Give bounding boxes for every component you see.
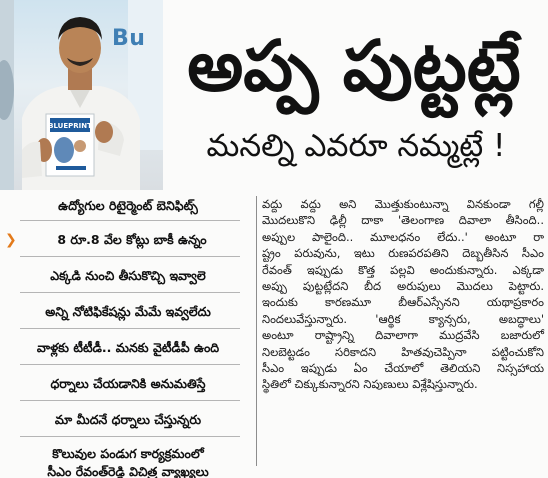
divider: [20, 436, 240, 437]
news-photo: [0, 0, 163, 190]
divider: [20, 220, 240, 221]
body-line: ష్ట్రం పరువును, ఇటు రుణపరపతిని దెబ్బతీసిన సీఎం: [262, 246, 544, 261]
body-line: నిలబెట్టడం సరికాదని హితవుచెప్పినా పట్టించుకోని: [262, 344, 544, 359]
body-line: అంటూ రాష్ట్రాన్ని దివాలాగా ముద్రవేసి బజారులో: [262, 328, 544, 343]
quote-line: 8 రూ.8 వేల కోట్లు బాకీ ఉన్నం: [57, 232, 207, 247]
body-line: వద్దు వద్దు అని మొత్తుకుంటున్నా వినకుండా గల్లీ: [262, 197, 544, 211]
chevron-right-icon: ❯: [5, 232, 17, 248]
quote-line: ధర్నాలు చేయడానికి అనుమతిస్తే: [50, 376, 206, 391]
column-rule: [256, 196, 257, 466]
quotes-column: [0, 190, 251, 478]
body-line: అప్పుల పాలైంది.. మూలధనం లేదు..' అంటూ రా: [262, 229, 544, 244]
quote-line: అన్ని నోటిఫికేషన్లు మేమే ఇవ్వలేదు: [45, 304, 211, 319]
body-line: రేవంత్ ఇప్పుడు కొత్త పల్లవి అందుకున్నారు. ఎక్కడా: [262, 262, 544, 277]
body-line: ఇందుకు కారణమూ బీఆర్ఎస్సేనని యథాప్రకారం: [262, 295, 544, 310]
subheadline: మనల్ని ఎవరూ నమ్మట్లే !: [206, 128, 506, 164]
quote-line: కొలువుల పండుగ కార్యక్రమంలో: [52, 446, 204, 461]
quote-line: మా మీదనే ధర్నాలు చేస్తున్నరు: [54, 412, 202, 427]
body-line: సీఎం ఇప్పుడు ఏం చేయాలో తెలియని నిస్సహాయ: [262, 361, 544, 376]
divider: [20, 400, 240, 401]
book-cover-label: BLUEPRINT: [48, 122, 92, 130]
article-body: [262, 196, 544, 393]
headline: అప్ప పుట్టట్లే: [187, 25, 521, 107]
divider: [20, 364, 240, 365]
divider: [20, 292, 240, 293]
banner-text: Bu: [112, 26, 146, 51]
quote-line: వాళ్లకు టీటీడీ.. మనకు వైటీడీపీ ఉంది: [36, 340, 220, 355]
quote-line: సీఎం రేవంత్‌రెడ్డి విచిత్ర వ్యాఖ్యలు: [47, 464, 209, 478]
divider: [20, 256, 240, 257]
body-line: అప్పు పుట్టట్లేదని బీద అరుపులు మొదలు పెట్టారు.: [262, 279, 544, 294]
quote-line: ఉద్యోగుల రిటైర్మెంట్ బెనిఫిట్స్: [58, 198, 198, 213]
divider: [20, 328, 240, 329]
body-line: నిందలువేస్తున్నారు. 'ఆర్థిక క్యాన్సరు, అబద్ధాలు': [262, 311, 544, 326]
body-line: స్థితిలో చిక్కుకున్నారని నిపుణులు విశ్లేషిస్తున్నారు.: [262, 377, 478, 392]
body-line: మొదలుకొని ఢిల్లీ దాకా 'తెలంగాణ దివాలా తీసింది..: [262, 213, 544, 228]
quote-line: ఎక్కడి నుంచి తీసుకొచ్చి ఇవ్వాలె: [50, 268, 206, 283]
